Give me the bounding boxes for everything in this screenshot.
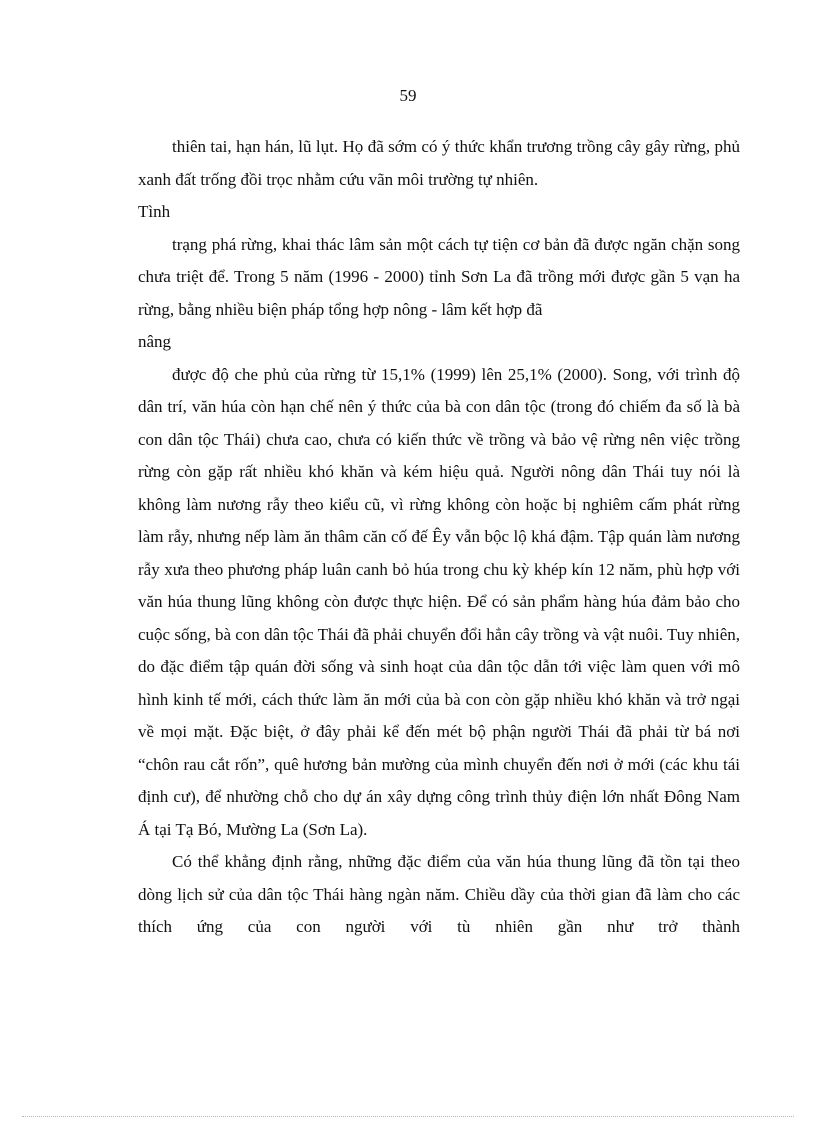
paragraph-3: được độ che phủ của rừng từ 15,1% (1999) lên 25,1% (2000). Song, với trình độ dân trí, văn húa còn hạn chế nên ý thức của bà con dân tộc (trong đó chiếm đa số là bà con dân tộc Thái) chưa cao, chưa có kiến thức về trồng và bảo vệ rừng nên việc trồng rừng còn gặp rất nhiều khó khăn và kém hiệu quả. Người nông dân Thái tuy nói là không làm nương rẫy theo kiểu cũ, vì rừng không còn hoặc bị nghiêm cấm phát rừng làm rẫy, nhưng nếp làm ăn thâm căn cố đế Êy vẫn bộc lộ khá đậm. Tập quán làm nương rẫy xưa theo phương pháp luân canh bỏ húa trong chu kỳ khép kín 12 năm, phù hợp với văn húa thung lũng không còn được thực hiện. Để có sản phẩm hàng húa đảm bảo cho cuộc sống, bà con dân tộc Thái đã phải chuyển đổi hẳn cây trồng và vật nuôi. Tuy nhiên, do đặc điểm tập quán đời sống và sinh hoạt của dân tộc dẫn tới việc làm quen với mô hình kinh tế mới, cách thức làm ăn mới của bà con còn gặp nhiều khó khăn và trở ngại về mọi mặt. Đặc biệt, ở đây phải kể đến mét bộ phận người Thái đã phải từ bá nơi “chôn rau cắt rốn”, quê hương bản mường của mình chuyển đến nơi ở mới (các khu tái định cư), để nhường chỗ cho dự án xây dựng công trình thủy điện lớn nhất Đông Nam Á tại Tạ Bó, Mường La (Sơn La). [138, 364, 740, 839]
body-text [138, 131, 740, 944]
paragraph-2: trạng phá rừng, khai thác lâm sản một cách tự tiện cơ bản đã được ngăn chặn song chưa triệt để. Trong 5 năm (1996 - 2000) tỉnh Sơn La đã trồng mới được gần 5 vạn ha rừng, bằng nhiều biện pháp tổng hợp nông - lâm kết hợp đã [138, 234, 740, 319]
paragraph-1-tail: Tình [138, 202, 171, 221]
paragraph-2-tail: nâng [138, 332, 172, 351]
paragraph-1: thiên tai, hạn hán, lũ lụt. Họ đã sớm có ý thức khẩn trương trồng cây gây rừng, phủ xanh đất trống đồi trọc nhằm cứu vãn môi trường tự nhiên. [138, 137, 740, 189]
page-number: 59 [399, 86, 417, 105]
page-bottom-dotted-rule [22, 1116, 794, 1117]
paragraph-4: Có thể khẳng định rằng, những đặc điểm của văn húa thung lũng đã tồn tại theo dòng lịch sử của dân tộc Thái hàng ngàn năm. Chiều dầy của thời gian đã làm cho các thích ứng của con người với tù nhiên gần như trở thành [138, 852, 740, 936]
